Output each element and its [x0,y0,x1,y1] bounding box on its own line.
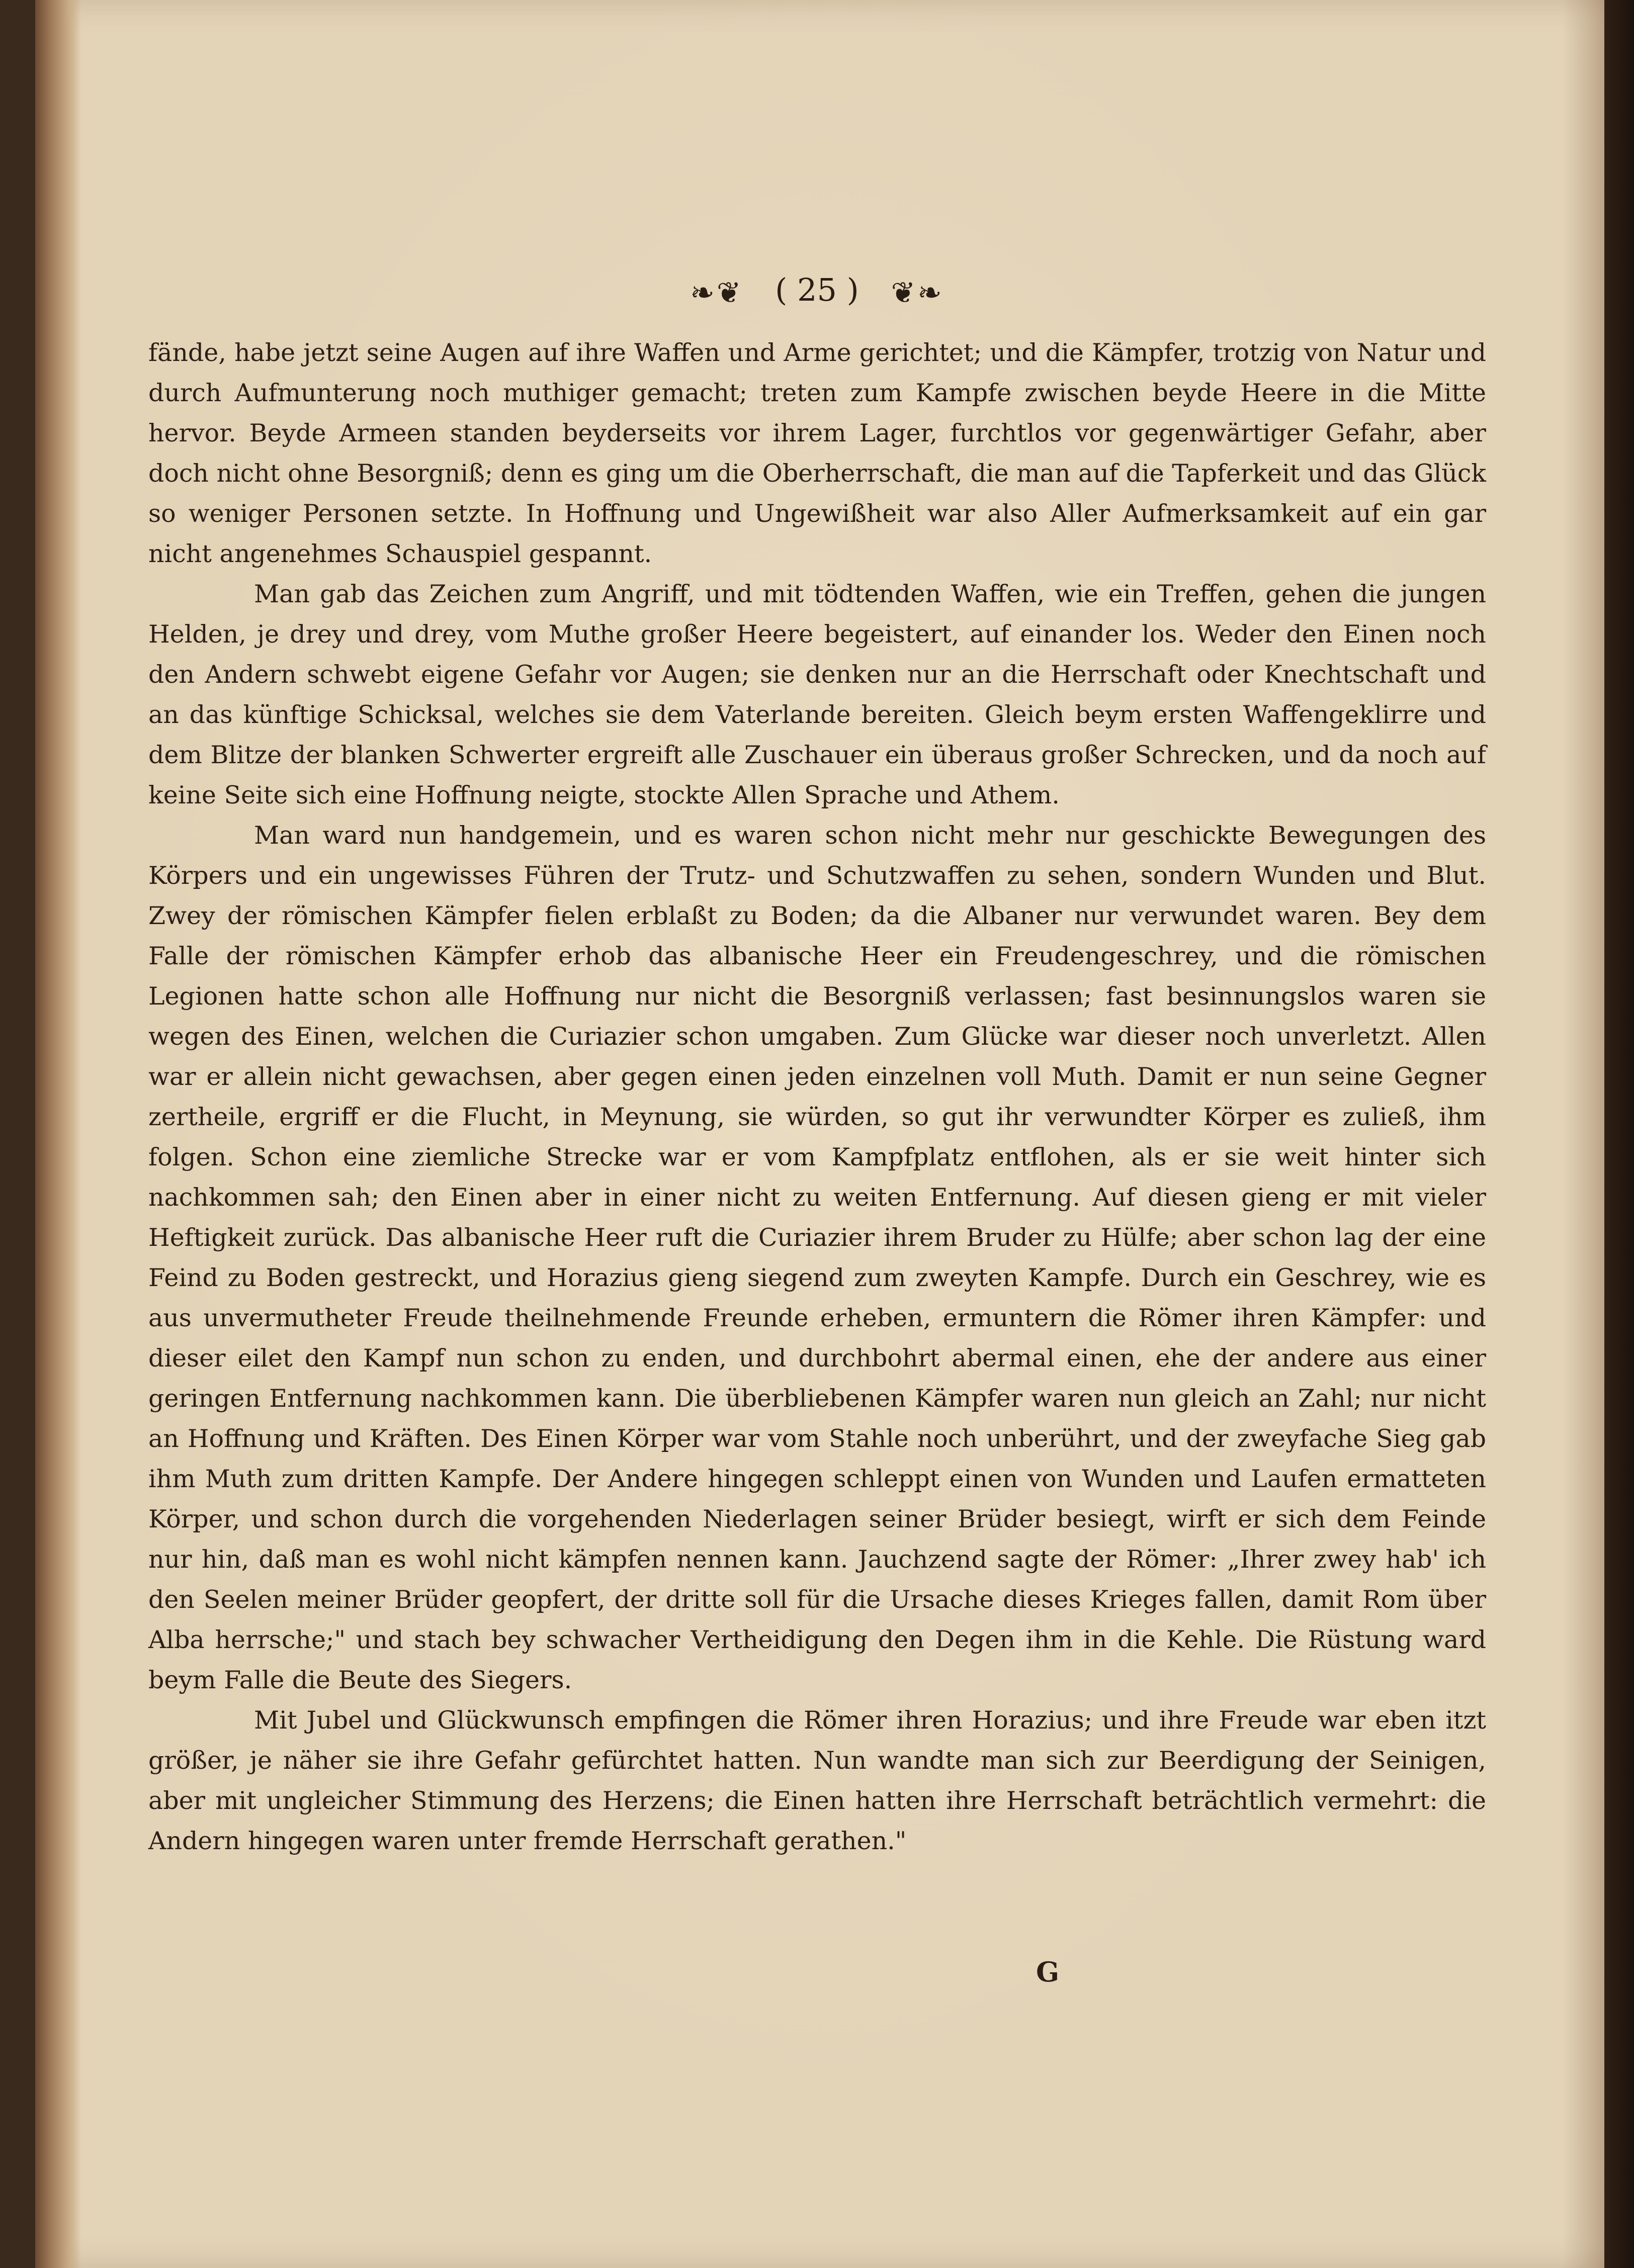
page-gutter-shadow [35,0,80,2268]
paragraph-4: Mit Jubel und Glückwunsch empfingen die Römer ihren Horazius; und ihre Freude war eben itzt größer, je näher sie ihre Gefahr gefürchtet hatten. Nun wandte man sich zur Beerdigung der Seinigen, aber mit ungleicher Stimmung des Herzens; die Einen hatten ihre Herrschaft beträchtlich vermehrt: die Andern hingegen waren unter fremde Herrschaft gerathen." [148,1706,1486,1855]
page-body-text [148,333,1486,1861]
page-header [0,271,1634,310]
page-number: ( 25 ) [775,271,859,308]
paragraph-3: Man ward nun handgemein, und es waren schon nicht mehr nur geschickte Bewegungen des Körpers und ein ungewisses Führen der Trutz- und Schutzwaffen zu sehen, sondern Wunden und Blut. Zwey der römischen Kämpfer fielen erblaßt zu Boden; da die Albaner nur verwundet waren. Bey dem Falle der römischen Kämpfer erhob das albanische Heer ein Freudengeschrey, und die römischen Legionen hatte schon alle Hoffnung nur nicht die Besorgniß verlassen; fast besinnungslos waren sie wegen des Einen, welchen die Curiazier schon umgaben. Zum Glücke war dieser noch unverletzt. Allen war er allein nicht gewachsen, aber gegen einen jeden einzelnen voll Muth. Damit er nun seine Gegner zertheile, ergriff er die Flucht, in Meynung, sie würden, so gut ihr verwundter Körper es zuließ, ihm folgen. Schon eine ziemliche Strecke war er vom Kampfplatz entflohen, als er sie weit hinter sich nachkommen sah; den Einen aber in einer nicht zu weiten Entfernung. Auf diesen gieng er mit vieler Heftigkeit zurück. Das albanische Heer ruft die Curiazier ihrem Bruder zu Hülfe; aber schon lag der eine Feind zu Boden gestreckt, und Horazius gieng siegend zum zweyten Kampfe. Durch ein Geschrey, wie es aus unvermutheter Freude theilnehmende Freunde erheben, ermuntern die Römer ihren Kämpfer: und dieser eilet den Kampf nun schon zu enden, und durchbohrt abermal einen, ehe der andere aus einer geringen Entfernung nachkommen kann. Die überbliebenen Kämpfer waren nun gleich an Zahl; nur nicht an Hoffnung und Kräften. Des Einen Körper war vom Stahle noch unberührt, und der zweyfache Sieg gab ihm Muth zum dritten Kampfe. Der Andere hingegen schleppt einen von Wunden und Laufen ermatteten Körper, und schon durch die vorgehenden Niederlagen seiner Brüder besiegt, wirft er sich dem Feinde nur hin, daß man es wohl nicht kämpfen nennen kann. Jauchzend sagte der Römer: „Ihrer zwey hab' ich den Seelen meiner Brüder geopfert, der dritte soll für die Ursache dieses Krieges fallen, damit Rom über Alba herrsche;" und stach bey schwacher Vertheidigung den Degen ihm in die Kehle. Die Rüstung ward beym Falle die Beute des Siegers. [148,821,1486,1694]
paragraph-1: fände, habe jetzt seine Augen auf ihre Waffen und Arme gerichtet; und die Kämpfer, trotzig von Natur und durch Aufmunterung noch muthiger gemacht; treten zum Kampfe zwischen beyde Heere in die Mitte hervor. Beyde Armeen standen beyderseits vor ihrem Lager, furchtlos vor gegenwärtiger Gefahr, aber doch nicht ohne Besorgniß; denn es ging um die Oberherrschaft, die man auf die Tapferkeit und das Glück so weniger Personen setzte. In Hoffnung und Ungewißheit war also Aller Aufmerksamkeit auf ein gar nicht angenehmes Schauspiel gespannt. [148,338,1486,568]
paragraph-2: Man gab das Zeichen zum Angriff, und mit tödtenden Waffen, wie ein Treffen, gehen die jungen Helden, je drey und drey, vom Muthe großer Heere begeistert, auf einander los. Weder den Einen noch den Andern schwebt eigene Gefahr vor Augen; sie denken nur an die Herrschaft oder Knechtschaft und an das künftige Schicksal, welches sie dem Vaterlande bereiten. Gleich beym ersten Waffengeklirre und dem Blitze der blanken Schwerter ergreift alle Zuschauer ein überaus großer Schrecken, und da noch auf keine Seite sich eine Hoffnung neigte, stockte Allen Sprache und Athem. [148,580,1486,809]
page-edge [1604,0,1634,2268]
signature-mark: G [1036,1956,1060,1988]
right-ornament-icon: ❦❧ [891,275,944,310]
left-ornament-icon: ❧❦ [690,275,743,310]
